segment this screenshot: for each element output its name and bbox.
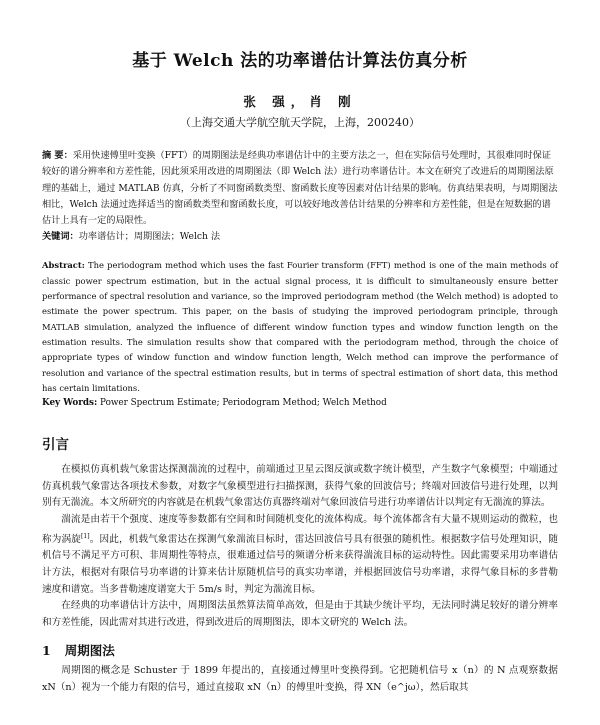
paper-affiliation: （上海交通大学航空航天学院，上海，200240） [180,116,420,129]
chinese-keywords-text: 功率谱估计；周期图法；Welch 法 [78,231,221,243]
english-keywords-label: Key Words: [42,398,98,409]
chinese-keywords-label: 关键词： [42,231,79,243]
english-abstract-label: Abstract: [42,260,85,271]
english-keywords [42,396,558,411]
chinese-abstract-text: 采用快速傅里叶变换（FFT）的周期图法是经典功率谱估计中的主要方法之一，但在实际信号处理时，其很难同时保证较好的谱分辨率和方差性能，因此须采用改进的周期图法（即 Welch 法）进行功率谱估计。本文在研究了改进后的周期图法原理的基础上，通过 MATLAB 仿真，分析了不同窗函数类型、窗函数长度等因素对估计结果的影响。仿真结果表明，与周期图法相比，Welch 法通过选择适当的窗函数类型和窗函数长度，可以较好地改善估计结果的分辨率和方差性能，但是在短数据的谱估计上具有一定的局限性。 [42,150,558,227]
introduction-heading: 引言 [42,437,69,454]
section-1-title: 周期图法 [64,643,115,659]
section-1-heading [42,641,558,659]
chinese-abstract [42,148,558,229]
citation-reference[interactable]: [1] [81,532,90,540]
introduction-paragraph-2-part-b: 。因此，机载气象雷达在探测气象湍流目标时，雷达回波信号具有很强的随机性。根据数字信号处理知识，随机信号不满足平方可积、非周期性等特点，很难通过信号的频谱分析来获得湍流目标的运动特性。因此需要采用功率谱估计方法，根据对有限信号功率谱的计算来估计原随机信号的真实功率谱，并根据回波信号功率谱，求得气象目标的多普勒速度和谱宽。当多普勒速度谱宽大于 5m/s 时，判定为湍流目标。 [42,533,559,595]
english-abstract [42,258,558,396]
chinese-keywords [42,229,558,245]
introduction-paragraph-2 [42,512,558,598]
section-1-paragraph-1: 周期图的概念是 Schuster 于 1899 年提出的，直接通过傅里叶变换得到。它把随机信号 x（n）的 N 点观察数据 xN（n）视为一个能力有限的信号，通过直接取 xN（n）的傅里叶变换，得 XN（e^jω），然后取其 [42,665,558,693]
paper-title: 基于 Welch 法的功率谱估计算法仿真分析 [132,51,468,71]
introduction-paragraph-1: 在模拟仿真机载气象雷达探测湍流的过程中，前端通过卫星云图反演或数字统计模型，产生数字气象模型；中端通过仿真机载气象雷达各项技术参数，对数字气象模型进行扫描探测，获得气象的回波信号；终端对回波信号进行处理，以判别有无湍流。本文所研究的内容就是在机载气象雷达仿真器终端对气象回波信号进行功率谱估计以判定有无湍流的算法。 [42,464,558,509]
section-1-number: 1 [42,643,51,659]
english-abstract-text: The periodogram method which uses the fast Fourier transform (FFT) method is one of the main methods of classic power spectrum estimation, but in the actual signal process, it is difficult to simultaneously ensure better performance of spectral resolution and variance, so the improved periodogram method (the Welch method) is adopted to estimate the power spectrum. This paper, on the basis of studying the improved periodogram principle, through MATLAB simulation, analyzed the influence of different window function types and window function length on the estimation results. The simulation results show that compared with the periodogram method, through the choice of appropriate types of window function and window function length, Welch method can improve the performance of resolution and variance of the spectral estimation results, but in terms of spectral estimation of short data, this method has certain limitations. [42,260,558,393]
paper-authors: 张 强，肖 刚 [243,94,357,109]
introduction-paragraph-2-part-a: 湍流是由若干个强度、速度等参数都有空间和时间随机变化的流体构成。每个流体都含有大量不规则运动的微粒，也称为涡旋 [42,513,558,545]
introduction-paragraph-3: 在经典的功率谱估计方法中，周期图法虽然算法简单高效，但是由于其缺少统计平均，无法同时满足较好的谱分辨率和方差性能，因此需对其进行改进，得到改进后的周期图法，即本文研究的 Welch 法。 [42,600,558,628]
english-keywords-text: Power Spectrum Estimate; Periodogram Method; Welch Method [100,398,387,409]
chinese-abstract-label: 摘 要： [42,150,73,161]
paper-page [0,46,600,725]
